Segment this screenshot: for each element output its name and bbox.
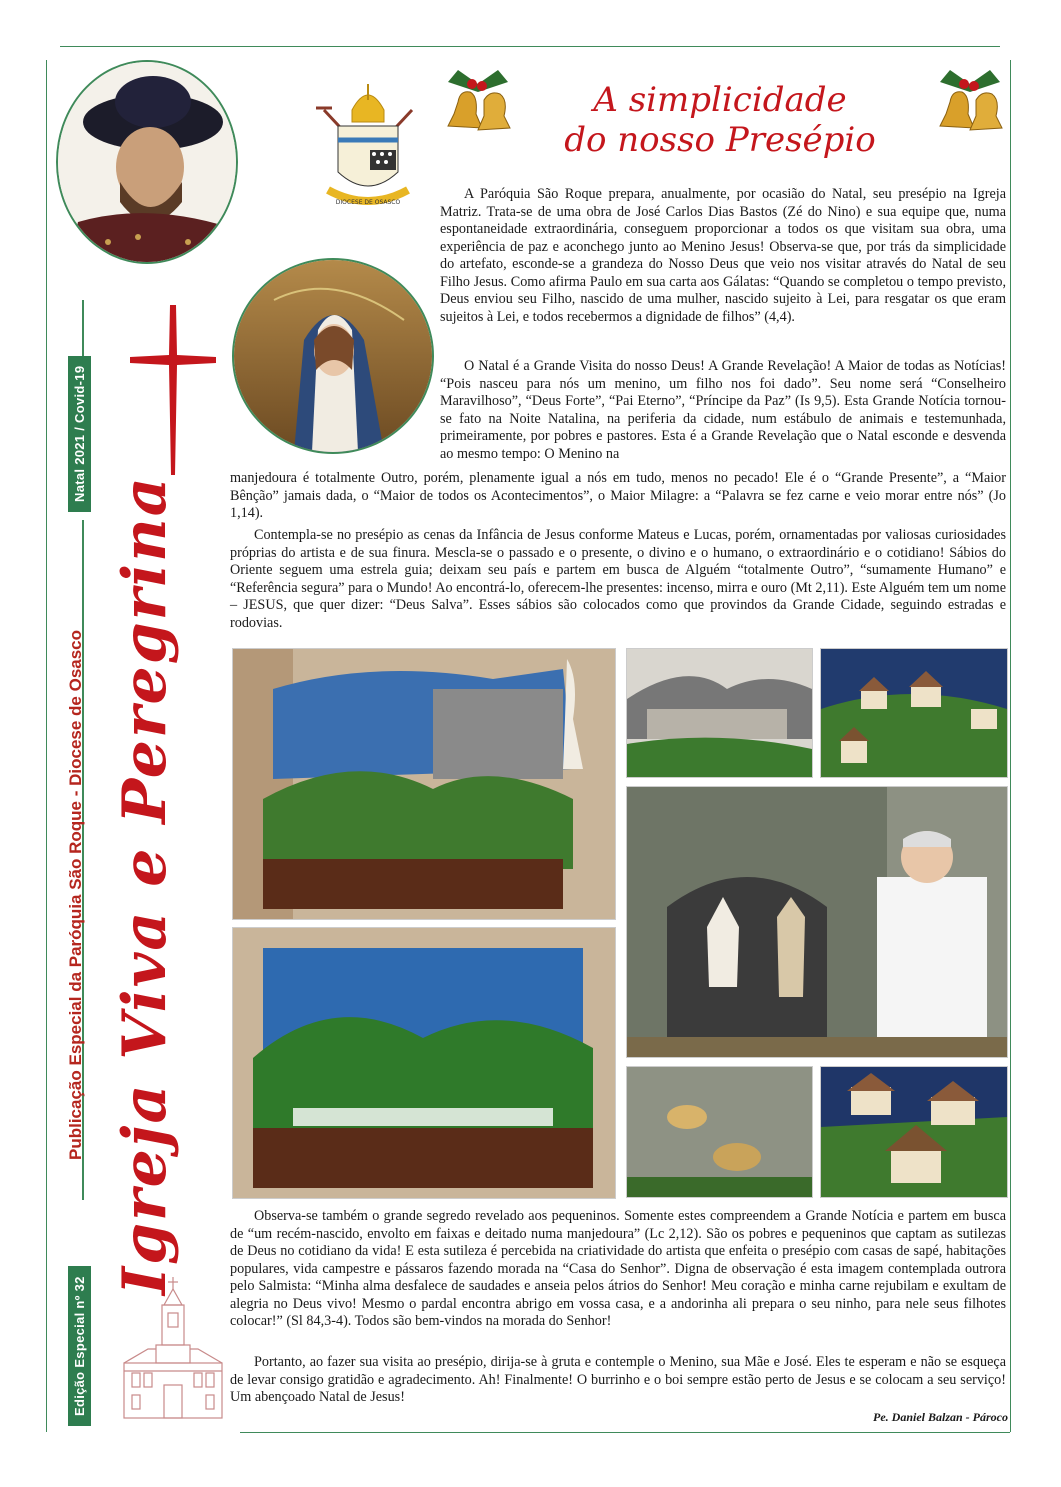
frame-left-rule bbox=[46, 60, 47, 1432]
nativity-photo-1 bbox=[232, 648, 616, 920]
masthead-title: Igreja Viva e Peregrina bbox=[110, 475, 180, 1295]
nativity-photo-5 bbox=[232, 927, 616, 1199]
paragraph-4: Observa-se também o grande segredo revelado aos pequeninos. Somente estes compreendem a Grande Notícia e partem em busca de “um recém-nascido, envolto em faixas e deitado numa manjedoura” (Lc 2,12). São os pobres e pequeninos que captam as sutilezas de Deus no cotidiano da vida! E esta sutileza é percebida na criatividade do artista que enfeita o presépio com casas de sapé, habitações populares, vida campestre e pássaros fazendo morada na “Casa do Senhor”. Digna de observação é esta imagem contemplada outrora pelo Salmista: “Minha alma desfalece de saudades e anseia pelos átrios do Senhor! Meu coração e minha carne rejubilam e exultam de alegria no Deus vivo! Mesmo o pardal encontra abrigo em vossa casa, e a andorinha ali prepara o seu ninho, para nele seus filhotes colocar!” (Sl 84,3-4). Todos são bem-vindos na morada do Senhor! bbox=[230, 1208, 1006, 1329]
nativity-photo-7 bbox=[820, 1066, 1008, 1198]
paragraph-1: A Paróquia São Roque prepara, anualmente, por ocasião do Natal, seu presépio na Igreja Matriz. Trata-se de uma obra de José Carlos Dias Bastos (Zé do Nino) e sua equipe que, numa espontaneidade extraordinária, conseguem proporcionar a todos os que visitam sua obra, uma experiência de paz e aconchego junto ao Menino Jesus! Observa-se que, por trás da simplicidade do artefato, esconde-se a grandeza do Nosso Deus que veio nos visitar através do Natal de seu Filho Jesus. Como afirma Paulo em sua carta aos Gálatas: “Quando se completou o tempo previsto, Deus enviou seu Filho, nascido de uma mulher, nascido sujeito à Lei, para resgatar os que eram sujeitos à Lei, e todos recebermos a dignidade de filhos” (4,4). bbox=[440, 186, 1006, 325]
red-cross-icon bbox=[128, 305, 218, 475]
nativity-photo-4 bbox=[626, 786, 1008, 1058]
paragraph-2b: manjedoura é totalmente Outro, porém, plenamente igual a nós em tudo, menos no pecado! Ele é o “Grande Presente”, a “Maior Bênção” jamais dada, o “Maior de todos os Acontecimentos”, o Maior Milagre: a “Palavra se fez carne e veio morar entre nós” (Jo 1,14). bbox=[230, 470, 1006, 521]
frame-top-rule bbox=[60, 46, 1000, 47]
headline bbox=[520, 80, 920, 160]
christmas-bells-icon bbox=[438, 62, 518, 152]
publication-line: Publicação Especial da Paróquia São Roque - Diocese de Osasco bbox=[66, 629, 85, 1160]
frame-bottom-rule bbox=[240, 1432, 1010, 1433]
paragraph-3: Contempla-se no presépio as cenas da Infância de Jesus conforme Mateus e Lucas, porém, ornamentadas por valiosas curiosidades próprias do artista e de sua finura. Mescla-se o passado e o presente, o divino e o humano, o extraordinário e o cotidiano! Sábios do Oriente seguem uma estrela guia; deixam seu país e partem em busca de Alguém “totalmente Outro”, “sumamente Humano” e “Referência segura” para o Mundo! Ao encontrá-lo, oferecem-lhe presentes: incenso, mirra e ouro (Mt 2,11). Este Alguém tem um nome – JESUS, que quer dizer: “Deus Salva”. Esses sábios são colocados como que provindos da Grande Cidade, seguindo estradas e rodovias. bbox=[230, 527, 1006, 631]
frame-right-rule bbox=[1010, 60, 1011, 1432]
saint-roque-portrait bbox=[56, 60, 238, 264]
diocese-coat-of-arms bbox=[312, 80, 424, 225]
nativity-photo-3 bbox=[820, 648, 1008, 778]
signature: Pe. Daniel Balzan - Pároco bbox=[873, 1410, 1008, 1424]
emblem-text: DIOCESE DE OSASCO bbox=[335, 199, 401, 206]
christmas-bells-icon bbox=[930, 62, 1010, 152]
issue-tag: Natal 2021 / Covid-19 bbox=[68, 356, 91, 512]
virgin-mary-portrait bbox=[232, 258, 434, 454]
church-drawing bbox=[118, 1275, 228, 1420]
edition-tag: Edição Especial nº 32 bbox=[68, 1266, 91, 1426]
headline-line-2: do nosso Presépio bbox=[564, 120, 876, 160]
headline-line-1: A simplicidade bbox=[593, 80, 847, 120]
nativity-photo-2 bbox=[626, 648, 813, 778]
paragraph-5: Portanto, ao fazer sua visita ao presépio, dirija-se à gruta e contemple o Menino, sua Mãe e José. Eles te esperam e não se esqueça de levar consigo gratidão e agradecimento. Ah! Finalmente! O burrinho e o boi sempre estão perto de Jesus e se colocam a seu serviço! Um abençoado Natal de Jesus! bbox=[230, 1354, 1006, 1405]
nativity-photo-6 bbox=[626, 1066, 813, 1198]
paragraph-2a: O Natal é a Grande Visita do nosso Deus! A Grande Revelação! A Maior de todas as Notícias! “Pois nasceu para nós um menino, um filho nos foi dado”. Seu nome será “Conselheiro Maravilhoso”, “Deus Forte”, “Pai Eterno”, “Príncipe da Paz” (Is 9,5). Esta Grande Notícia tornou-se fato na Noite Natalina, na periferia da cidade, num estábulo de animais e testemunhada, primeiramente, por pobres e pastores. Esta é a Grande Revelação que o Natal esconde e desvenda ao mesmo tempo: O Menino na bbox=[440, 358, 1006, 462]
